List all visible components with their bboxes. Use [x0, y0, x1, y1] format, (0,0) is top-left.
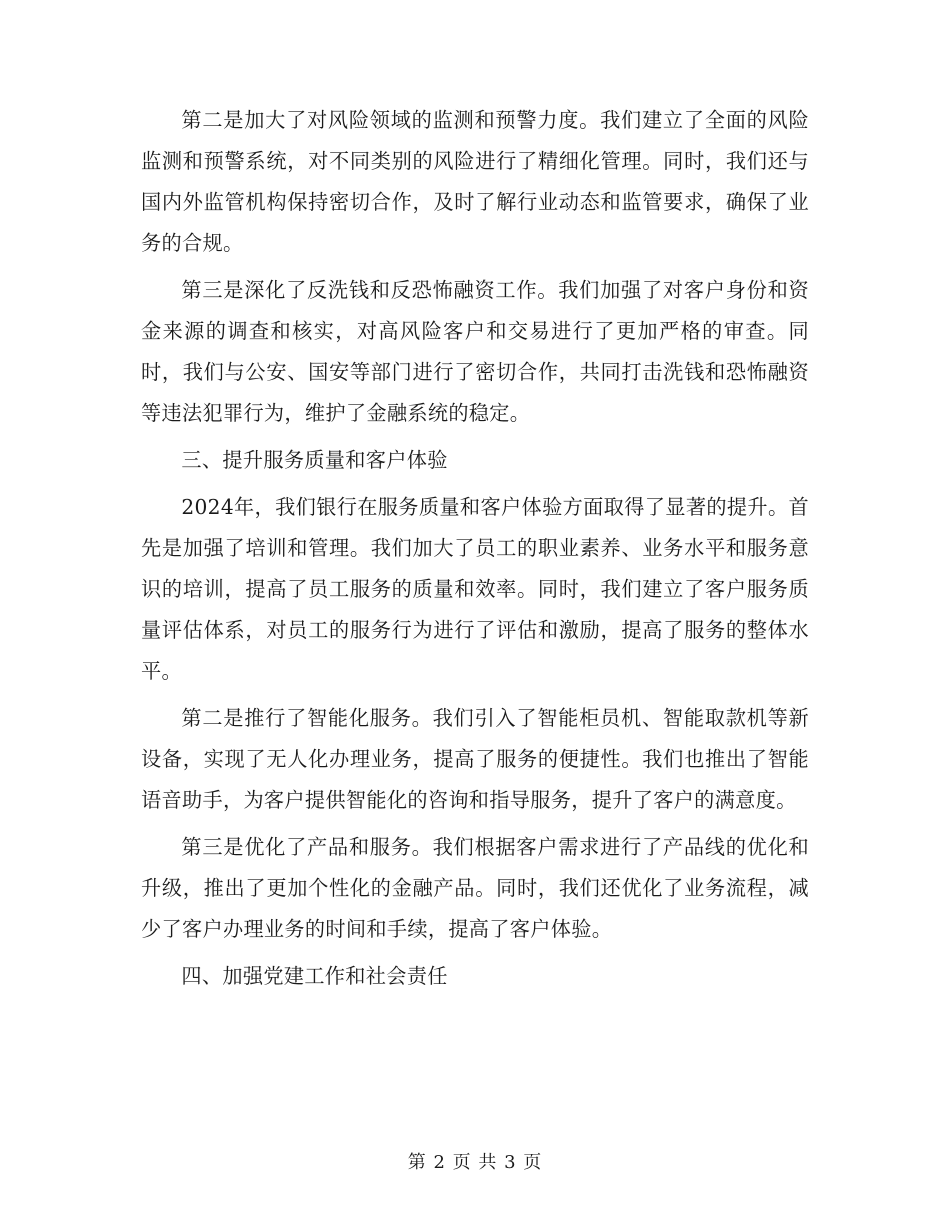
- section-heading-service-quality: 三、提升服务质量和客户体验: [181, 448, 448, 472]
- paragraph-anti-money-laundering: 第三是深化了反洗钱和反恐怖融资工作。我们加强了对客户身份和资金来源的调查和核实，对高风险客户和交易进行了更加严格的审查。同时，我们与公安、国安等部门进行了密切合作，共同打击洗钱和恐怖融资等违法犯罪行为，维护了金融系统的稳定。: [141, 278, 809, 425]
- paragraph-training-management: 2024年，我们银行在服务质量和客户体验方面取得了显著的提升。首先是加强了培训和管理。我们加大了员工的职业素养、业务水平和服务意识的培训，提高了员工服务的质量和效率。同时，我们建立了客户服务质量评估体系，对员工的服务行为进行了评估和激励，提高了服务的整体水平。: [141, 495, 809, 683]
- document-body: [141, 100, 809, 1003]
- paragraph-product-optimization: 第三是优化了产品和服务。我们根据客户需求进行了产品线的优化和升级，推出了更加个性化的金融产品。同时，我们还优化了业务流程，减少了客户办理业务的时间和手续，提高了客户体验。: [141, 835, 809, 941]
- paragraph-smart-service: 第二是推行了智能化服务。我们引入了智能柜员机、智能取款机等新设备，实现了无人化办理业务，提高了服务的便捷性。我们也推出了智能语音助手，为客户提供智能化的咨询和指导服务，提升了客户的满意度。: [141, 706, 809, 812]
- paragraph-risk-monitoring: 第二是加大了对风险领域的监测和预警力度。我们建立了全面的风险监测和预警系统，对不同类别的风险进行了精细化管理。同时，我们还与国内外监管机构保持密切合作，及时了解行业动态和监管要求，确保了业务的合规。: [141, 108, 809, 255]
- page-number-footer: 第 2 页 共 3 页: [407, 1152, 543, 1173]
- section-heading-party-building: 四、加强党建工作和社会责任: [181, 964, 448, 988]
